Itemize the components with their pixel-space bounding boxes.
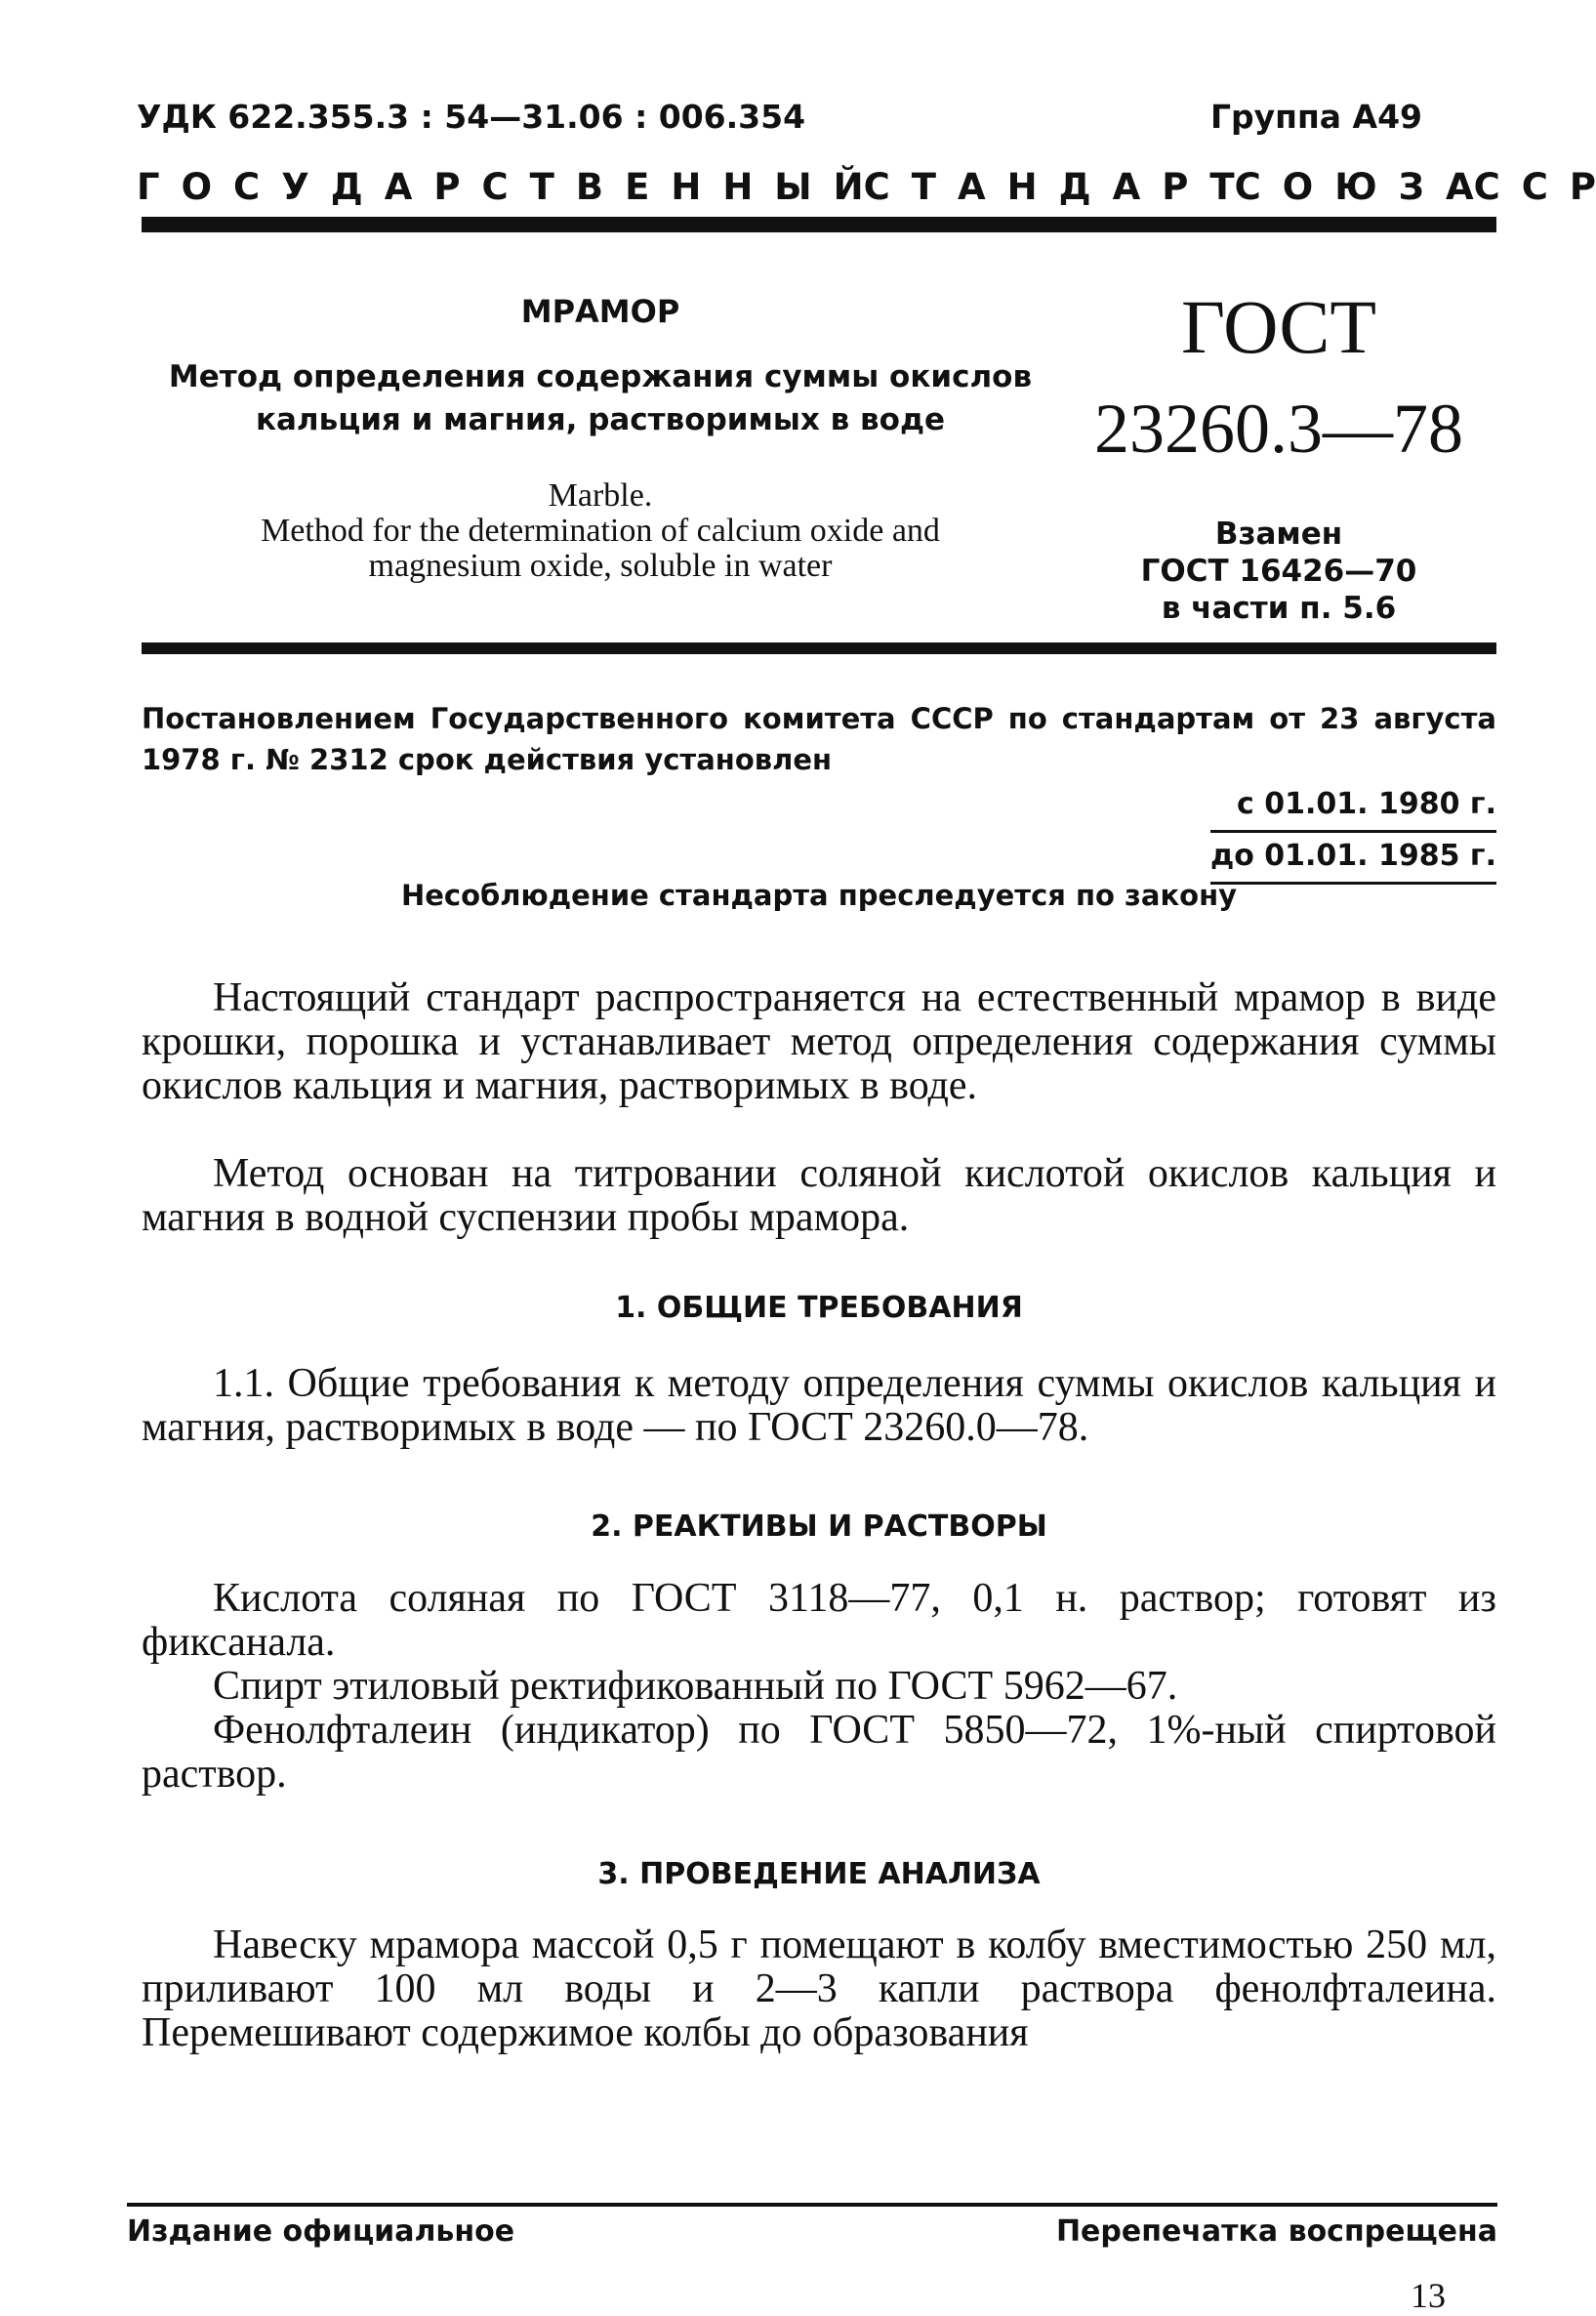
banner-letter: С (1234, 166, 1261, 208)
validity-dates (1210, 781, 1496, 885)
replaces-line: в части п. 5.6 (1161, 591, 1397, 626)
banner-word (864, 166, 1235, 208)
replaces-line: Взамен (1214, 517, 1343, 552)
banner-letter: Н (1006, 166, 1038, 208)
banner-letter: А (384, 166, 413, 208)
banner-word (137, 166, 864, 208)
intro-paragraph: Настоящий стандарт распространяется на естественный мрамор в виде крошки, порошка и устанавливает метод определения содержания суммы окислов кальция и магния, растворимых в воде. (142, 975, 1496, 1108)
banner-letter: О (1282, 166, 1314, 208)
english-title-line: magnesium oxide, soluble in water (368, 548, 833, 584)
english-title-line: Marble. (548, 477, 653, 514)
doc-title: МРАМОР (520, 293, 680, 330)
banner-word (1474, 166, 1596, 208)
reprint-prohibited-label: Перепечатка воспрещена (1055, 2214, 1497, 2249)
intro-paragraph: Метод основан на титровании соляной кислотой окислов кальция и магния в водной суспензии пробы мрамора. (142, 1151, 1496, 1240)
banner-letter: Е (625, 166, 650, 208)
section-paragraph: Кислота соляная по ГОСТ 3118—77, 0,1 н. раствор; готовят из фиксанала. (142, 1576, 1496, 1665)
banner-letter: С (1473, 166, 1500, 208)
gost-number: 23260.3—78 (1094, 390, 1463, 468)
banner-letter: Ю (1334, 166, 1377, 208)
banner-letter: Н (671, 166, 702, 208)
section-paragraph: Спирт этиловый ректификованный по ГОСТ 5962—67. (213, 1664, 1178, 1709)
banner-letter: О (181, 166, 213, 208)
replaces-note (1064, 516, 1494, 627)
banner-letter: А (1112, 166, 1141, 208)
group-code: Группа А49 (1210, 98, 1422, 136)
section-heading: 3. ПРОВЕДЕНИЕ АНАЛИЗА (597, 1857, 1041, 1891)
section-heading: 2. РЕАКТИВЫ И РАСТВОРЫ (591, 1510, 1047, 1544)
udk-code: УДК 622.355.3 : 54—31.06 : 006.354 (137, 98, 806, 136)
banner-letter: С (1521, 166, 1548, 208)
banner-letter: У (281, 166, 309, 208)
section-heading: 1. ОБЩИЕ ТРЕБОВАНИЯ (615, 1291, 1023, 1325)
state-standard-banner (137, 166, 1596, 208)
banner-letter: Д (330, 166, 363, 208)
section-paragraph: Фенолфталеин (индикатор) по ГОСТ 5850—72, 1%-ный спиртовой раствор. (142, 1708, 1496, 1797)
banner-letter: Т (529, 166, 554, 208)
banner-letter: З (1398, 166, 1424, 208)
gost-block (1064, 283, 1494, 627)
footer-rule (127, 2203, 1497, 2207)
subtitle-line: кальция и магния, растворимых в воде (255, 402, 946, 437)
doc-subtitle (137, 355, 1064, 441)
header-rule (142, 217, 1496, 232)
date-from: с 01.01. 1980 г. (1210, 781, 1496, 833)
banner-letter: А (1445, 166, 1474, 208)
banner-letter: Р (1162, 166, 1189, 208)
replaces-line: ГОСТ 16426—70 (1140, 554, 1417, 589)
banner-letter: Ы (774, 166, 812, 208)
section-paragraph: 1.1. Общие требования к методу определения суммы окислов кальция и магния, растворимых в воде — по ГОСТ 23260.0—78. (142, 1361, 1496, 1450)
banner-letter: Н (722, 166, 754, 208)
section-paragraph: Навеску мрамора массой 0,5 г помещают в колбу вместимостью 250 мл, приливают 100 мл воды и 2—3 капли раствора фенолфталеина. Перемешивают содержимое колбы до образования (142, 1923, 1496, 2055)
banner-letter: С (233, 166, 261, 208)
banner-letter: Д (1058, 166, 1091, 208)
banner-letter: Р (1569, 166, 1596, 208)
official-edition-label: Издание официальное (127, 2214, 515, 2249)
title-block (137, 293, 1064, 584)
banner-letter: С (863, 166, 890, 208)
english-title-line: Method for the determination of calcium oxide and (261, 513, 940, 549)
banner-letter: В (575, 166, 604, 208)
banner-letter: А (958, 166, 986, 208)
title-rule (142, 642, 1496, 654)
english-title (137, 478, 1064, 584)
banner-letter: Т (1209, 166, 1235, 208)
banner-letter: Г (137, 166, 160, 208)
banner-letter: Й (833, 166, 864, 208)
page-number: 13 (1411, 2276, 1446, 2315)
banner-letter: Р (433, 166, 461, 208)
banner-letter: Т (911, 166, 936, 208)
penalty-notice: Несоблюдение стандарта преследуется по закону (400, 879, 1238, 912)
decree-text: Постановлением Государственного комитета СССР по стандартам от 23 августа 1978 г. № 2312 срок действия установлен (142, 702, 1496, 776)
banner-word (1235, 166, 1474, 208)
banner-letter: С (481, 166, 509, 208)
subtitle-line: Метод определения содержания суммы окислов (168, 359, 1033, 394)
gost-label: ГОСТ (1180, 284, 1377, 369)
date-to: до 01.01. 1985 г. (1210, 833, 1496, 885)
